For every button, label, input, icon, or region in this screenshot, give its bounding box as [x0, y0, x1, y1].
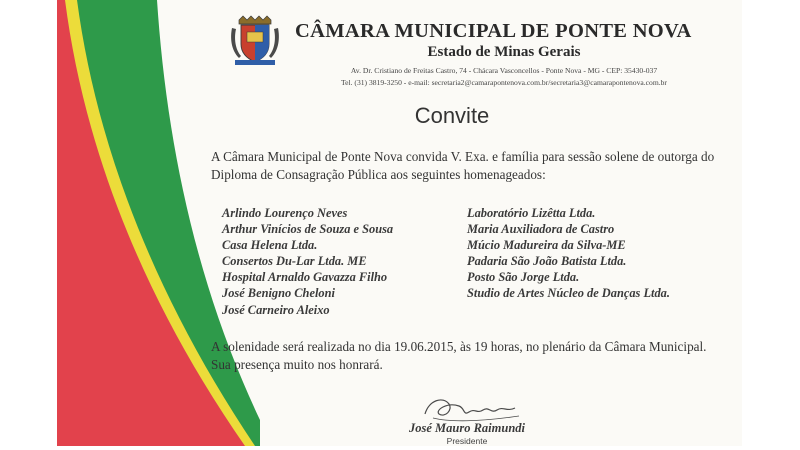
- institution-title: CÂMARA MUNICIPAL DE PONTE NOVA: [295, 20, 692, 42]
- state-subtitle: Estado de Minas Gerais: [427, 44, 581, 60]
- signatory-name: José Mauro Raimundi: [408, 421, 525, 435]
- honoree-item: Studio de Artes Núcleo de Danças Ltda.: [467, 286, 670, 301]
- closing-paragraph: [211, 338, 731, 374]
- invitation-card: [57, 0, 742, 446]
- honoree-item: Hospital Arnaldo Gavazza Filho: [222, 270, 388, 285]
- document-title: Convite: [414, 103, 490, 128]
- signatory-role: Presidente: [446, 436, 488, 446]
- municipal-crest-logo: [229, 14, 281, 66]
- honoree-item: Consertos Du-Lar Ltda. ME: [222, 254, 367, 269]
- honoree-item: Laboratório Lizêtta Ltda.: [467, 206, 596, 220]
- honoree-item: Maria Auxiliadora de Castro: [467, 222, 615, 237]
- honoree-item: José Carneiro Aleixo: [222, 302, 330, 317]
- honoree-item: Arlindo Lourenço Neves: [222, 206, 348, 220]
- honorees-list-right: [467, 205, 737, 302]
- honoree-item: Posto São Jorge Ltda.: [467, 270, 580, 285]
- intro-paragraph: A Câmara Municipal de Ponte Nova convida V. Exa. e família para sessão solene de outorga do Diploma de Consagração Pública aos seguintes homenageados:: [211, 149, 715, 182]
- honoree-item: José Benigno Cheloni: [222, 286, 335, 301]
- contact-line: Tel. (31) 3819-3250 - e-mail: secretaria2@camarapontenova.com.br/secretaria3@camarapontenova.com.br: [341, 78, 667, 87]
- honorees-list-left: [222, 205, 462, 318]
- honoree-item: Múcio Madureira da Silva-ME: [467, 238, 626, 253]
- honoree-item: Padaria São João Batista Ltda.: [467, 254, 627, 269]
- honoree-item: Casa Helena Ltda.: [222, 238, 318, 253]
- honor-line: Sua presença muito nos honrará.: [211, 357, 383, 372]
- honoree-item: Arthur Vinícios de Souza e Sousa: [222, 222, 394, 237]
- event-details-line: A solenidade será realizada no dia 19.06.2015, às 19 horas, no plenário da Câmara Municipal.: [211, 339, 707, 354]
- address-line: Av. Dr. Cristiano de Freitas Castro, 74 - Chácara Vasconcellos - Ponte Nova - MG - CEP: 35430-037: [350, 66, 658, 75]
